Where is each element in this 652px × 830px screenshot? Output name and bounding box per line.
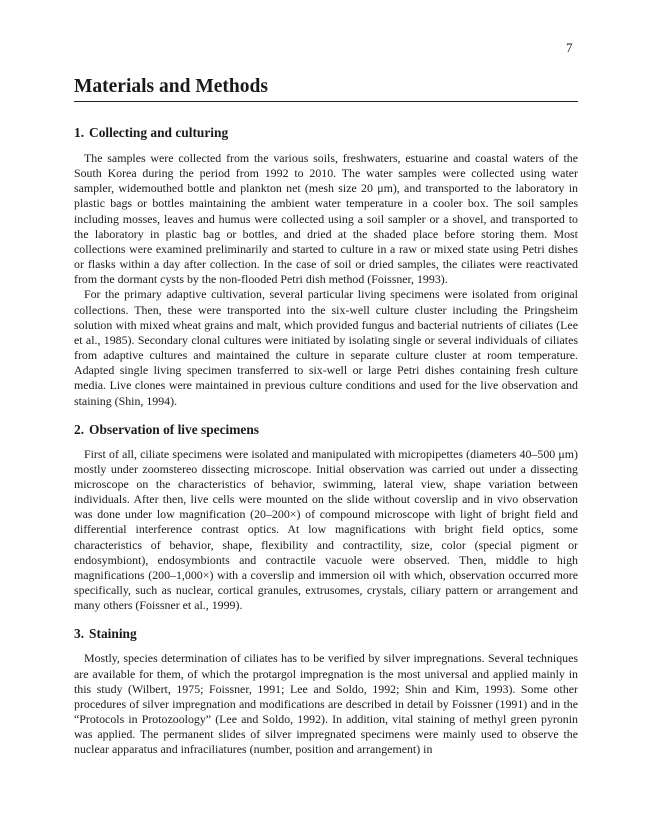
section-title: Collecting and culturing bbox=[89, 125, 229, 140]
title-rule bbox=[74, 101, 578, 102]
paragraph: Mostly, species determination of ciliates has to be verified by silver impregnations. Several techniques are available for them, of which the protargol impregnation is the most universal and applied mainly in this study (Wilbert, 1975; Foissner, 1991; Lee and Soldo, 1992; Shin and Kim, 1993). Some other procedures of silver impregnation and modifications are described in detail by Foissner (1991) and in the “Protocols in Protozoology” (Lee and Soldo, 1992). In addition, vital staining of methyl green pyronin was applied. The permanent slides of silver impregnated specimens were mainly used to observe the nuclear apparatus and infraciliatures (number, position and arrangement) in bbox=[74, 651, 578, 757]
chapter-title: Materials and Methods bbox=[74, 76, 268, 97]
section-title: Staining bbox=[89, 626, 137, 642]
section-number: 3. bbox=[74, 626, 85, 642]
section-heading bbox=[74, 626, 578, 642]
page-number: 7 bbox=[566, 40, 573, 55]
section-observation-live bbox=[74, 422, 578, 614]
section-number: 2. bbox=[74, 421, 85, 437]
section-title: Observation of live specimens bbox=[89, 421, 260, 437]
section-number: 1. bbox=[74, 125, 85, 140]
section-staining bbox=[74, 626, 578, 757]
paragraph: The samples were collected from the various soils, freshwaters, estuarine and coastal waters of the South Korea during the period from 1992 to 2010. The water samples were collected using water sampler, widemouthed bottle and plankton net (mesh size 20 μm), and transported to the laboratory in plastic bags or bottles maintaining the ambient water temperature in a cooler box. The soil samples including mosses, leaves and humus were collected using a soil sampler or a shovel, and transported to the laboratory in plastic bag or bottles, and dried at the shaded place before storing them. Most collections were examined preliminarily and started to culture in a raw or mixed state using Petri dishes or flasks within a day after collection. In the case of soil or dried samples, the ciliates were reactivated from the dormant cysts by the non-flooded Petri dish method (Foissner, 1993). bbox=[74, 151, 578, 287]
section-heading bbox=[74, 422, 578, 438]
section-collecting-culturing bbox=[74, 125, 578, 409]
paragraph: First of all, ciliate specimens were isolated and manipulated with micropipettes (diameters 40–500 μm) mostly under zoomstereo dissecting microscope. Initial observation was carried out under a dissecting microscope on the characteristics of behavior, swimming, lateral view, shape variation between individuals. After then, live cells were mounted on the slide without coverslip and in vivo observation was done under low magnification (20–200×) of compound microscope with light of bright field and differential interference contrast optics. At low magnifications with bright field optics, some characteristics of behavior, shape, flexibility and contractility, size, color (special pigment or endosymbiont), endosymbionts and contractile vacuole were observed. Then, middle to high magnifications (200–1,000×) with a coverslip and immersion oil with which, observation occurred more specifically, such as nuclear, cortical granules, extrusomes, crystals, ciliary pattern or arrangement and many others (Foissner et al., 1999). bbox=[74, 446, 578, 613]
body-text bbox=[74, 125, 578, 757]
paragraph: For the primary adaptive cultivation, several particular living specimens were isolated from original collections. Then, these were transported into the six-well culture cluster including the Pringsheim solution with mixed wheat grains and malt, which provided fungus and bacterial nutrients of ciliates (Lee et al., 1985). Secondary clonal cultures were initiated by isolating single or several individuals of ciliates from adaptive cultures and maintained the culture in separate culture cluster at room temperature. Adapted single living specimen transferred to six-well or large Petri dishes containing fresh culture media. Live clones were maintained in previous culture conditions and used for the live observation and staining (Shin, 1994). bbox=[74, 287, 578, 408]
section-heading bbox=[74, 125, 578, 141]
